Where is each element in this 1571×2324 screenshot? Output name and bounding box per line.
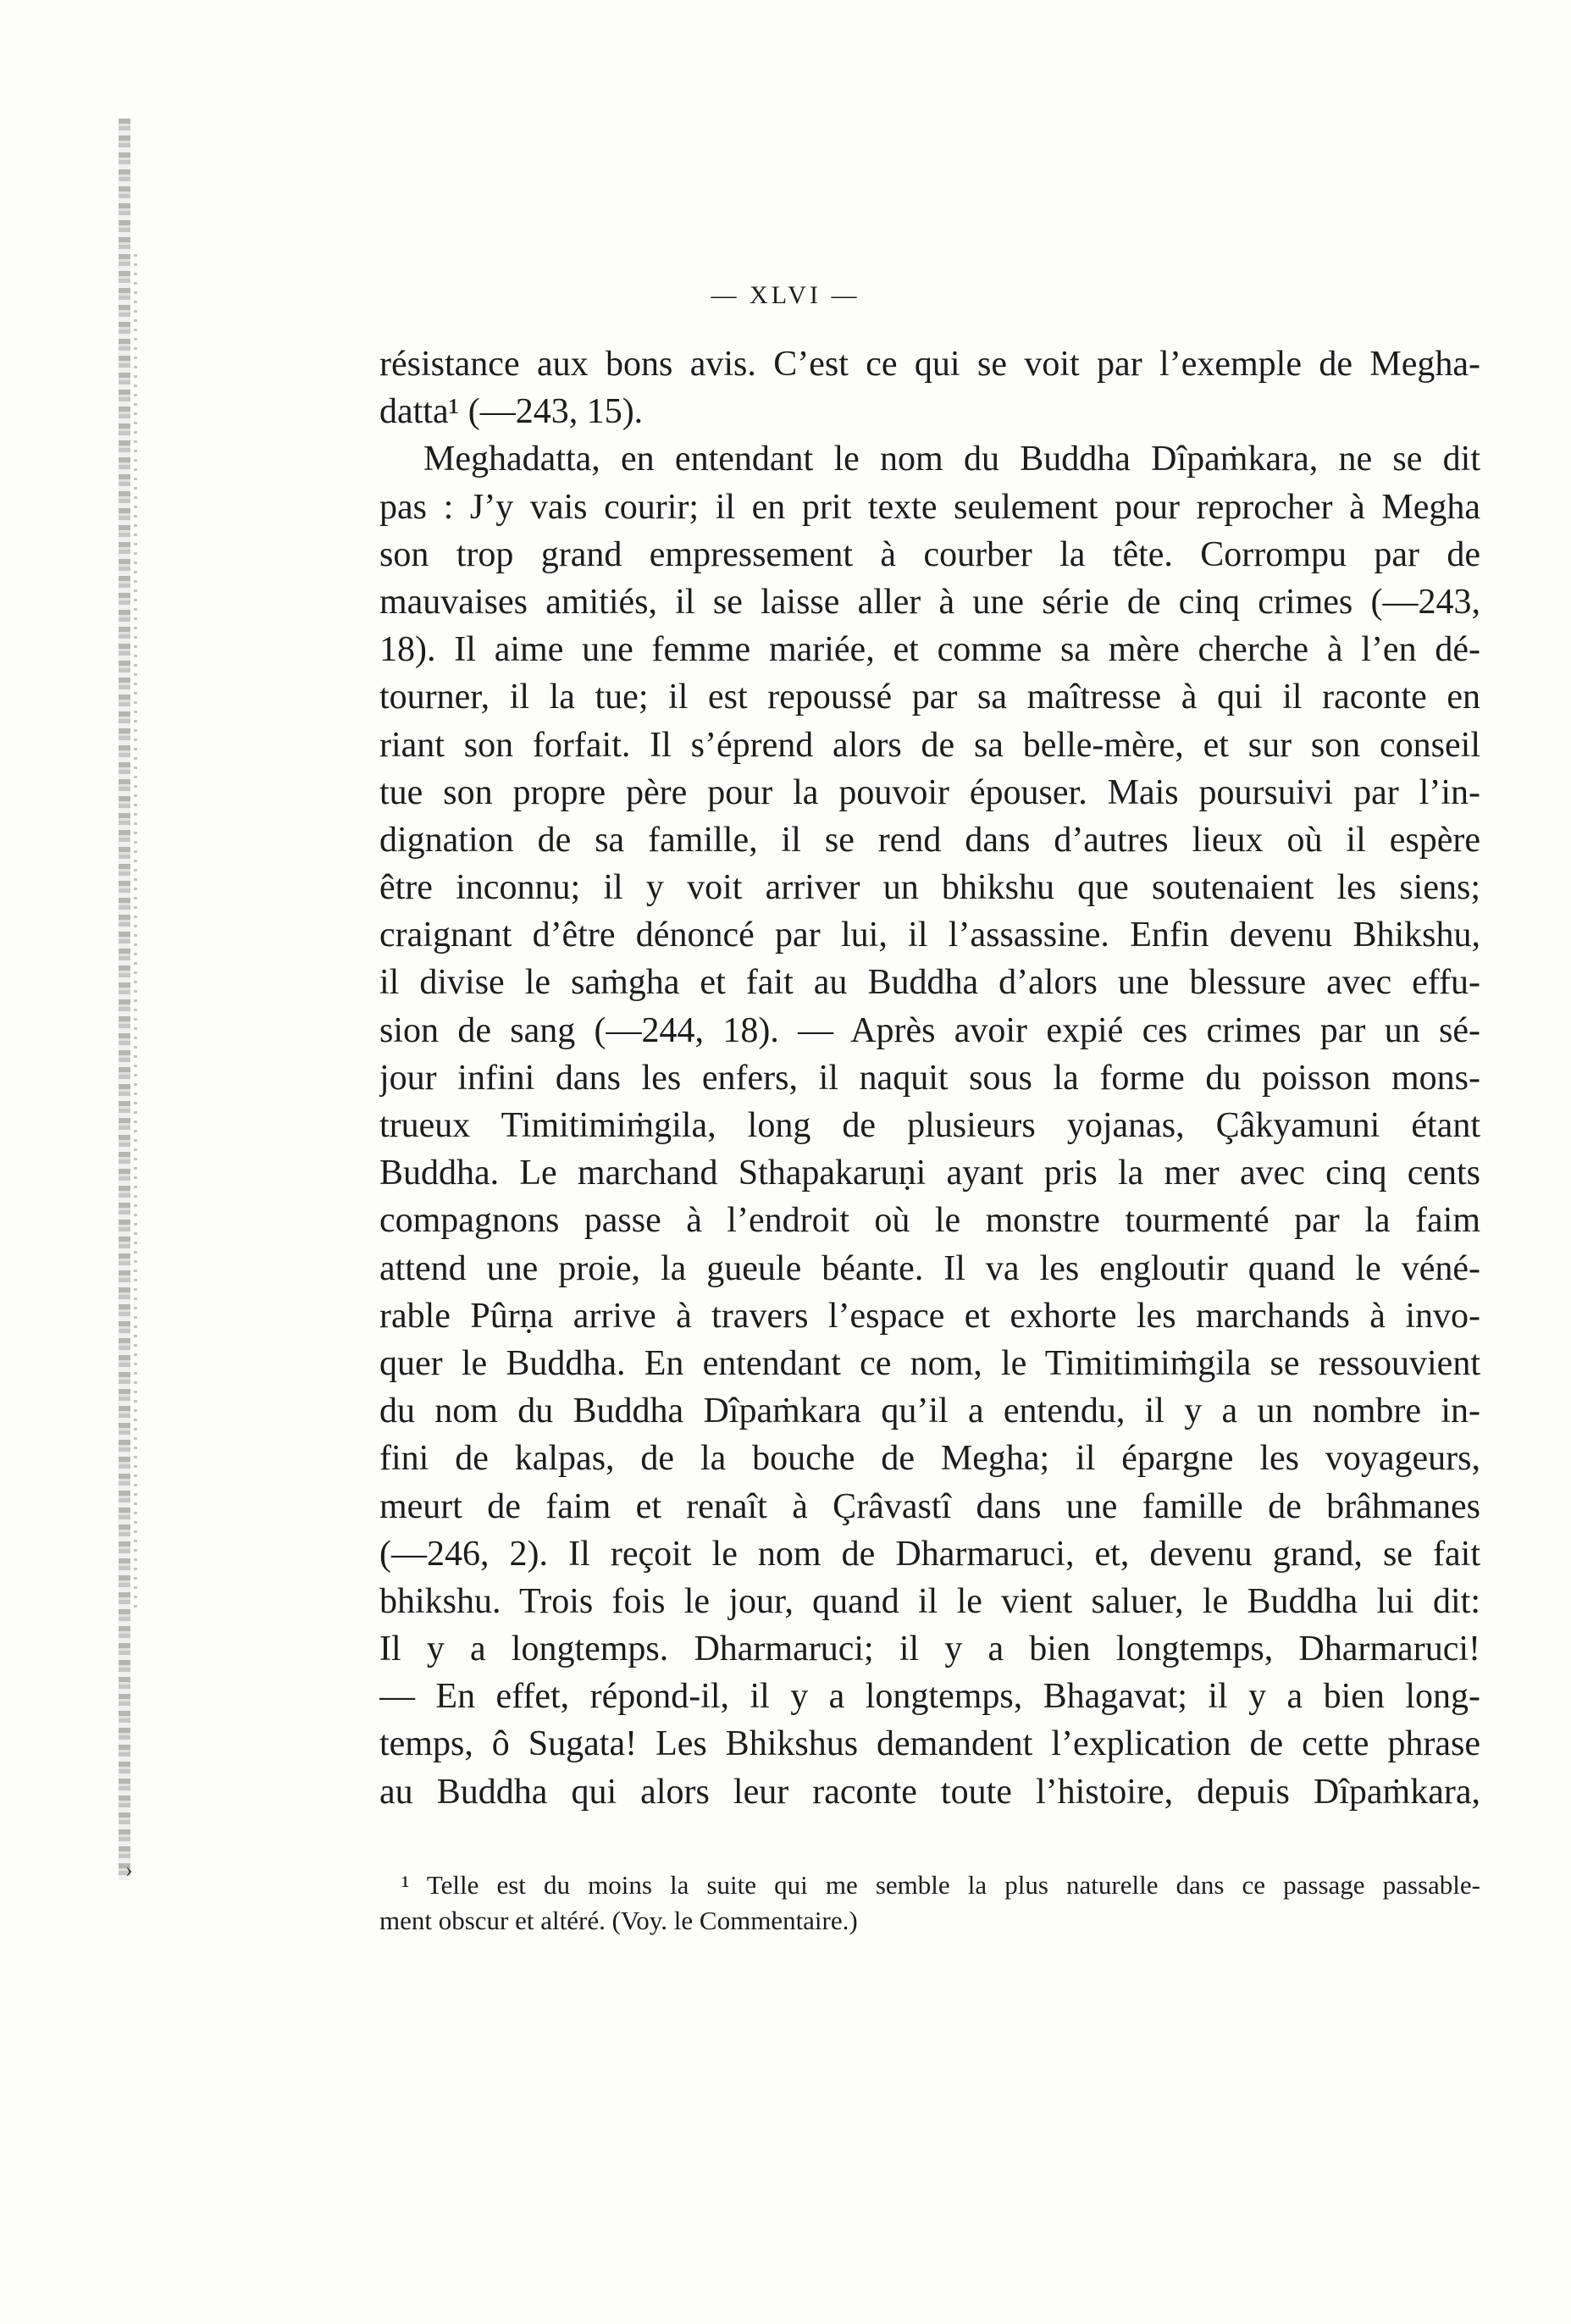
binding-gutter-shadow xyxy=(119,119,130,1880)
body-text xyxy=(379,340,1480,1816)
binding-gutter-marks xyxy=(134,254,137,1609)
body-line: mauvaises amitiés, il se laisse aller à une série de cinq crimes (—243, xyxy=(379,582,1480,622)
body-line: Il y a longtemps. Dharmaruci; il y a bien longtemps, Dharmaruci! xyxy=(379,1630,1480,1669)
body-line: 18). Il aime une femme mariée, et comme sa mère cherche à l’en dé- xyxy=(379,630,1480,670)
body-line: fini de kalpas, de la bouche de Megha; il épargne les voyageurs, xyxy=(379,1439,1480,1479)
running-head-page-number: — XLVI — xyxy=(711,281,860,309)
body-line: pas : J’y vais courir; il en prit texte seulement pour reprocher à Megha xyxy=(379,487,1480,527)
body-line: au Buddha qui alors leur raconte toute l’histoire, depuis Dîpaṁkara, xyxy=(379,1772,1480,1812)
body-line: Buddha. Le marchand Sthapakaruṇi ayant pris la mer avec cinq cents xyxy=(379,1154,1480,1193)
body-line: tue son propre père pour la pouvoir épouser. Mais poursuivi par l’in- xyxy=(379,772,1480,812)
body-line: être inconnu; il y voit arriver un bhikshu que soutenaient les siens; xyxy=(379,868,1480,908)
body-line: tourner, il la tue; il est repoussé par sa maîtresse à qui il raconte en xyxy=(379,678,1480,717)
body-line: il divise le saṁgha et fait au Buddha d’alors une blessure avec effu- xyxy=(379,963,1480,1003)
body-line: craignant d’être dénoncé par lui, il l’assassine. Enfin devenu Bhikshu, xyxy=(379,916,1480,955)
body-line: riant son forfait. Il s’éprend alors de sa belle-mère, et sur son conseil xyxy=(379,725,1480,765)
body-line: trueux Timitimiṁgila, long de plusieurs yojanas, Çâkyamuni étant xyxy=(379,1106,1480,1145)
body-line: quer le Buddha. En entendant ce nom, le Timitimiṁgila se ressouvient xyxy=(379,1343,1480,1383)
body-line: bhikshu. Trois fois le jour, quand il le vient saluer, le Buddha lui dit: xyxy=(379,1581,1480,1621)
body-line: du nom du Buddha Dîpaṁkara qu’il a entendu, il y a un nombre in- xyxy=(379,1392,1480,1431)
body-line: résistance aux bons avis. C’est ce qui se voit par l’exemple de Megha- xyxy=(379,345,1480,384)
body-line: meurt de faim et renaît à Çrâvastî dans une famille de brâhmanes xyxy=(379,1486,1480,1526)
body-line: son trop grand empressement à courber la tête. Corrompu par de xyxy=(379,534,1480,574)
body-line: temps, ô Sugata! Les Bhikshus demandent l’explication de cette phrase xyxy=(379,1724,1480,1764)
body-line: rable Pûrṇa arrive à travers l’espace et exhorte les marchands à invo- xyxy=(379,1296,1480,1336)
footnote xyxy=(379,1868,1480,1939)
body-line: Meghadatta, en entendant le nom du Buddha Dîpaṁkara, ne se dit xyxy=(423,440,1480,479)
body-line: dignation de sa famille, il se rend dans d’autres lieux où il espère xyxy=(379,820,1480,860)
footnote-line: ment obscur et altéré. (Voy. le Commentaire.) xyxy=(379,1906,858,1935)
body-line: jour infini dans les enfers, il naquit sous la forme du poisson mons- xyxy=(379,1058,1480,1098)
body-line: sion de sang (—244, 18). — Après avoir expié ces crimes par un sé- xyxy=(379,1010,1480,1050)
footnote-line: ¹ Telle est du moins la suite qui me semble la plus naturelle dans ce passage passable- xyxy=(401,1870,1480,1900)
body-line: — En effet, répond-il, il y a longtemps, Bhagavat; il y a bien long- xyxy=(379,1677,1480,1717)
body-line: compagnons passe à l’endroit où le monstre tourmenté par la faim xyxy=(379,1201,1480,1241)
body-line: datta¹ (—243, 15). xyxy=(379,392,644,432)
body-line: attend une proie, la gueule béante. Il va les engloutir quand le véné- xyxy=(379,1248,1480,1288)
body-line: (—246, 2). Il reçoit le nom de Dharmaruci, et, devenu grand, se fait xyxy=(379,1534,1480,1574)
margin-mark: › xyxy=(125,1857,133,1882)
